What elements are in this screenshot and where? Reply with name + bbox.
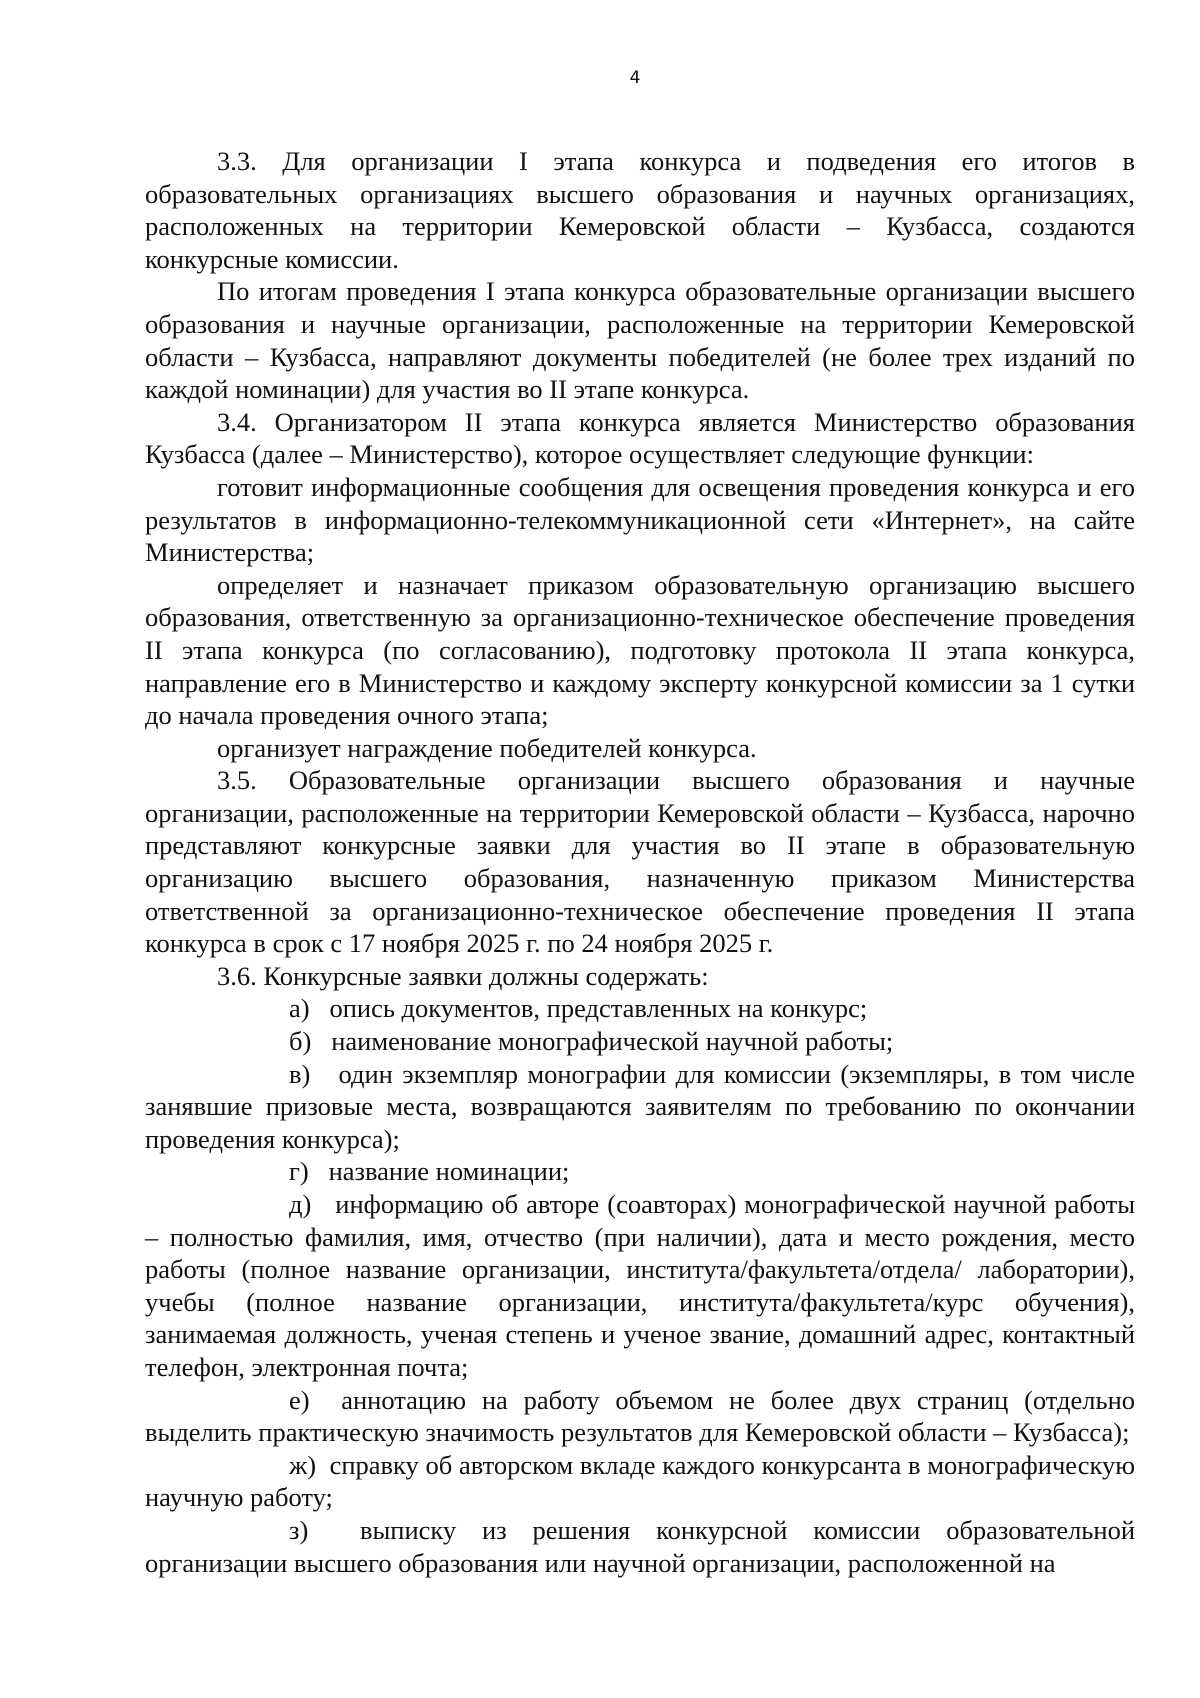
list-item-letter: в) xyxy=(289,1058,311,1089)
page-number: 4 xyxy=(629,68,641,88)
list-item-letter: а) xyxy=(289,993,310,1024)
document-body xyxy=(145,145,1135,1579)
list-item-text: информацию об авторе (соавторах) монографической научной работы – полностью фамилия, имя, отчество (при наличии), дата и место рождения, место работы (полное название организации, института/факультета/отдела/ лаборатории), учебы (полное название организации, института/факультета/курс обучения), занимаемая должность, ученая степень и ученое звание, домашний адрес, контактный телефон, электронная почта; xyxy=(145,1189,1135,1382)
list-item-text: название номинации; xyxy=(328,1156,570,1187)
list-item-text: опись документов, представленных на конкурс; xyxy=(329,993,868,1024)
paragraph-3-6: 3.6. Конкурсные заявки должны содержать: xyxy=(217,960,709,991)
list-item-text: выписку из решения конкурсной комиссии образовательной организации высшего образования или научной организации, расположенной на xyxy=(145,1514,1136,1578)
list-item-e xyxy=(145,1384,1135,1449)
list-item-v xyxy=(145,1058,1135,1156)
list-item-zh xyxy=(145,1449,1135,1514)
paragraph-stage-one-results: По итогам проведения I этапа конкурса образовательные организации высшего образования и научные организации, расположенные на территории Кемеровской области – Кузбасса, направляют документы победителей (не более трех изданий по каждой номинации) для участия во II этапе конкурса. xyxy=(145,276,1135,405)
list-item-letter: е) xyxy=(289,1384,310,1415)
paragraph-3-5: 3.5. Образовательные организации высшего образования и научные организации, расположенные на территории Кемеровской области – Кузбасса, нарочно представляют конкурсные заявки для участия во II этапе в образовательную организацию высшего образования, назначенную приказом Министерства ответственной за организационно-техническое обеспечение проведения II этапа конкурса в срок с 17 ноября 2025 г. по 24 ноября 2025 г. xyxy=(145,765,1135,959)
paragraph-3-4: 3.4. Организатором II этапа конкурса является Министерство образования Кузбасса (далее – Министерство), которое осуществляет следующие функции: xyxy=(145,406,1135,470)
list-item-g xyxy=(145,1155,1135,1188)
list-item-b xyxy=(145,1025,1135,1058)
list-item-z xyxy=(145,1514,1135,1579)
list-item-text: аннотацию на работу объемом не более двух страниц (отдельно выделить практическую значимость результатов для Кемеровской области – Кузбасса); xyxy=(145,1384,1136,1448)
list-item-letter: б) xyxy=(289,1026,312,1057)
paragraph-function-notifications: готовит информационные сообщения для освещения проведения конкурса и его результатов в информационно-телекоммуникационной сети «Интернет», на сайте Министерства; xyxy=(145,471,1135,568)
list-item-d xyxy=(145,1188,1135,1384)
list-item-a xyxy=(145,992,1135,1025)
paragraph-function-awards: организует награждение победителей конкурса. xyxy=(217,732,757,763)
list-item-letter: д) xyxy=(289,1189,312,1219)
paragraph-function-appoint: определяет и назначает приказом образовательную организацию высшего образования, ответственную за организационно-техническое обеспечение проведения II этапа конкурса (по согласованию), подготовку протокола II этапа конкурса, направление его в Министерство и каждому эксперту конкурсной комиссии за 1 сутки до начала проведения очного этапа; xyxy=(145,569,1135,731)
list-item-letter: г) xyxy=(289,1156,309,1187)
list-item-text: наименование монографической научной работы; xyxy=(331,1026,894,1057)
list-item-text: один экземпляр монографии для комиссии (экземпляры, в том числе занявшие призовые места, возвращаются заявителям по требованию по окончании проведения конкурса); xyxy=(145,1058,1136,1154)
list-item-letter: ж) xyxy=(289,1449,317,1480)
list-item-letter: з) xyxy=(289,1514,309,1545)
paragraph-3-3: 3.3. Для организации I этапа конкурса и подведения его итогов в образовательных организациях высшего образования и научных организациях, расположенных на территории Кемеровской области – Кузбасса, создаются конкурсные комиссии. xyxy=(145,146,1135,274)
list-item-text: справку об авторском вкладе каждого конкурсанта в монографическую научную работу; xyxy=(145,1449,1136,1513)
